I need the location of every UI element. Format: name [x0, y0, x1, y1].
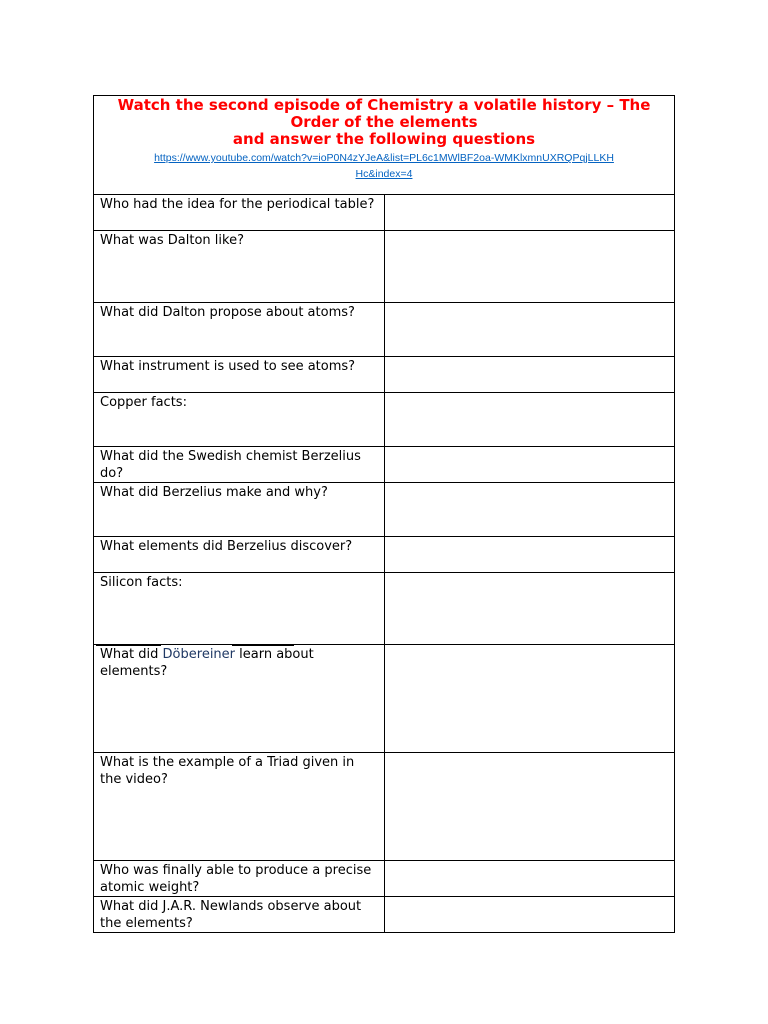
- answer-cell[interactable]: [384, 537, 675, 573]
- title-line-3: and answer the following questions: [232, 130, 536, 148]
- question-row: [94, 447, 675, 483]
- question-row: [94, 573, 675, 645]
- answer-cell[interactable]: [384, 645, 675, 753]
- worksheet-title: [94, 97, 674, 148]
- question-row: [94, 195, 675, 231]
- question-row: [94, 357, 675, 393]
- blank-line-left: [96, 645, 161, 646]
- answer-cell[interactable]: [384, 195, 675, 231]
- header-row: [94, 96, 675, 195]
- answer-cell[interactable]: [384, 861, 675, 897]
- answer-cell[interactable]: [384, 897, 675, 933]
- question-cell: [94, 645, 385, 753]
- question-row: [94, 897, 675, 933]
- question-cell: What did J.A.R. Newlands observe about the elements?: [94, 897, 385, 933]
- blank-line-right: [232, 645, 294, 646]
- question-row: [94, 483, 675, 537]
- answer-cell[interactable]: [384, 231, 675, 303]
- question-text: What did: [100, 647, 163, 662]
- question-cell: What elements did Berzelius discover?: [94, 537, 385, 573]
- header-cell: [94, 96, 675, 195]
- question-text: learn about elements?: [100, 647, 314, 679]
- question-row: [94, 303, 675, 357]
- question-row: [94, 231, 675, 303]
- question-cell: What was Dalton like?: [94, 231, 385, 303]
- question-row: [94, 861, 675, 897]
- question-cell: What did Dalton propose about atoms?: [94, 303, 385, 357]
- dobereiner-name: Döbereiner: [162, 647, 236, 662]
- video-link[interactable]: https://www.youtube.com/watch?v=ioP0N4zYJeA&list=PL6c1MWlBF2oa-WMKlxmnUXRQPqjLLKHHc&index=4: [154, 152, 614, 180]
- worksheet-table: [93, 95, 675, 933]
- question-cell: Copper facts:: [94, 393, 385, 447]
- question-cell: Who was finally able to produce a precise atomic weight?: [94, 861, 385, 897]
- question-cell: What is the example of a Triad given in the video?: [94, 753, 385, 861]
- answer-cell[interactable]: [384, 483, 675, 537]
- question-row: [94, 393, 675, 447]
- answer-cell[interactable]: [384, 357, 675, 393]
- answer-cell[interactable]: [384, 447, 675, 483]
- answer-cell[interactable]: [384, 303, 675, 357]
- title-line-2: Order of the elements: [290, 113, 478, 131]
- title-line-1: Watch the second episode of Chemistry a volatile history – The: [117, 96, 651, 114]
- question-row: [94, 537, 675, 573]
- question-cell: What did Berzelius make and why?: [94, 483, 385, 537]
- answer-cell[interactable]: [384, 573, 675, 645]
- answer-cell[interactable]: [384, 753, 675, 861]
- question-row: [94, 753, 675, 861]
- answer-cell[interactable]: [384, 393, 675, 447]
- question-cell: What instrument is used to see atoms?: [94, 357, 385, 393]
- question-row: [94, 645, 675, 753]
- question-cell: Who had the idea for the periodical table?: [94, 195, 385, 231]
- question-cell: Silicon facts:: [94, 573, 385, 645]
- question-cell: What did the Swedish chemist Berzelius do?: [94, 447, 385, 483]
